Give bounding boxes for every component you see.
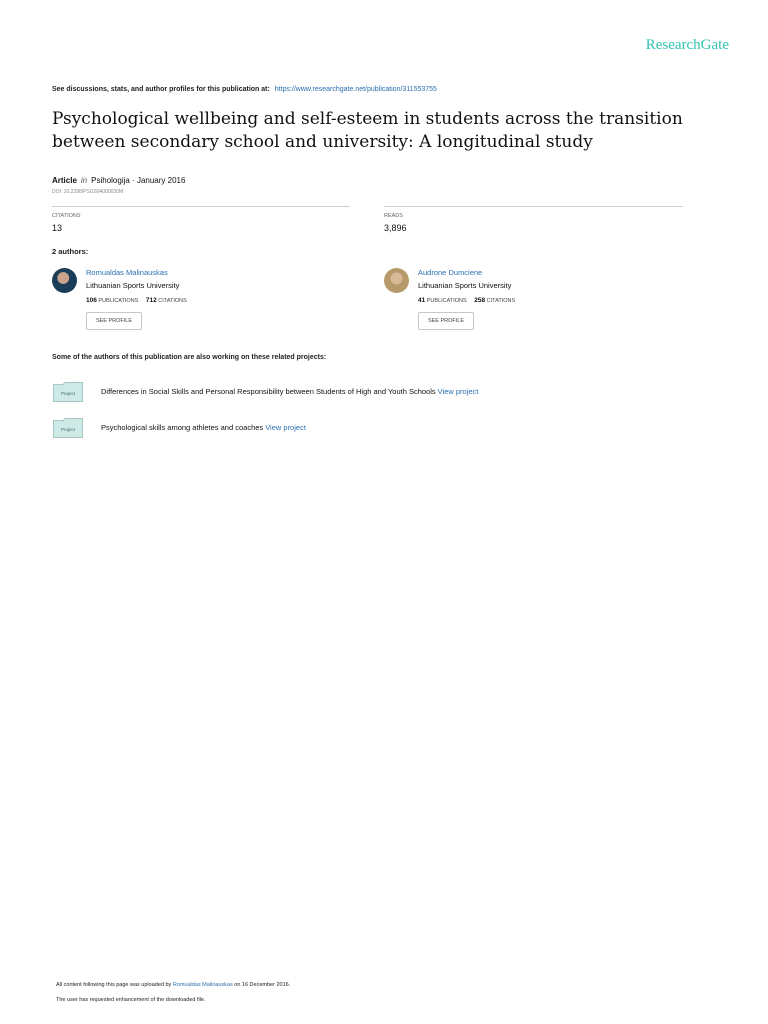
publications-count: 41 (418, 297, 426, 304)
reads-value: 3,896 (384, 223, 407, 233)
project-item (101, 387, 478, 396)
citations-count: 258 (474, 297, 486, 304)
doi-text: DOI: 10.2298/PSI1604000030M (52, 189, 124, 195)
publications-label: PUBLICATIONS (426, 298, 467, 304)
upload-note (56, 982, 290, 988)
reads-label: READS (384, 213, 403, 219)
author-affiliation: Lithuanian Sports University (418, 281, 512, 290)
publications-count: 106 (86, 297, 97, 304)
view-project-link[interactable]: View project (265, 423, 306, 432)
uploader-link[interactable]: Romualdas Malinauskas (172, 982, 233, 988)
citations-label: CITATIONS (158, 298, 187, 304)
enhancement-note: The user has requested enhancement of the downloaded file. (56, 997, 206, 1003)
avatar[interactable] (384, 268, 409, 293)
upload-note-prefix: All content following this page was uploaded by (56, 982, 172, 988)
reads-divider (384, 206, 683, 207)
author-affiliation: Lithuanian Sports University (86, 281, 180, 290)
project-folder-label: Project (60, 391, 76, 396)
project-title: Differences in Social Skills and Personal Responsibility between Students of High and Youth Schools (101, 387, 436, 396)
project-title: Psychological skills among athletes and coaches (101, 423, 264, 432)
project-folder-label: Project (60, 427, 76, 432)
citations-count: 712 (145, 297, 157, 304)
see-profile-button[interactable]: SEE PROFILE (418, 312, 474, 330)
publication-url-link[interactable]: https://www.researchgate.net/publication/311553755 (274, 86, 437, 93)
author-name-link[interactable]: Romualdas Malinauskas (86, 268, 168, 277)
publication-type: Article (52, 176, 77, 185)
project-folder-icon[interactable] (53, 381, 83, 402)
author-name-link[interactable]: Audrone Dumciene (418, 268, 483, 277)
citations-label: CITATIONS (52, 213, 81, 219)
author-stats (418, 297, 515, 304)
in-label: in (80, 176, 88, 185)
journal-info[interactable]: Psihologija · January 2016 (91, 176, 186, 185)
citations-value: 13 (52, 223, 63, 233)
view-project-link[interactable]: View project (437, 387, 479, 396)
publications-label: PUBLICATIONS (98, 298, 139, 304)
project-folder-icon[interactable] (53, 417, 83, 438)
upload-note-suffix: on 16 December 2016. (234, 982, 291, 988)
publication-meta (52, 176, 185, 185)
project-item (101, 423, 306, 432)
citations-label: CITATIONS (486, 298, 516, 304)
see-discussions-text: See discussions, stats, and author profiles for this publication at: (52, 86, 270, 93)
see-profile-button[interactable]: SEE PROFILE (86, 312, 142, 330)
see-discussions-line (52, 86, 437, 93)
avatar[interactable] (52, 268, 77, 293)
publication-title: Psychological wellbeing and self-esteem in students across the transition between secondary school and university: A longitudinal study (52, 109, 683, 152)
related-projects-heading: Some of the authors of this publication are also working on these related projects: (52, 354, 327, 361)
authors-heading: 2 authors: (52, 247, 89, 256)
author-stats (86, 297, 187, 304)
citations-divider (52, 206, 350, 207)
researchgate-logo[interactable]: ResearchGate (645, 37, 729, 53)
